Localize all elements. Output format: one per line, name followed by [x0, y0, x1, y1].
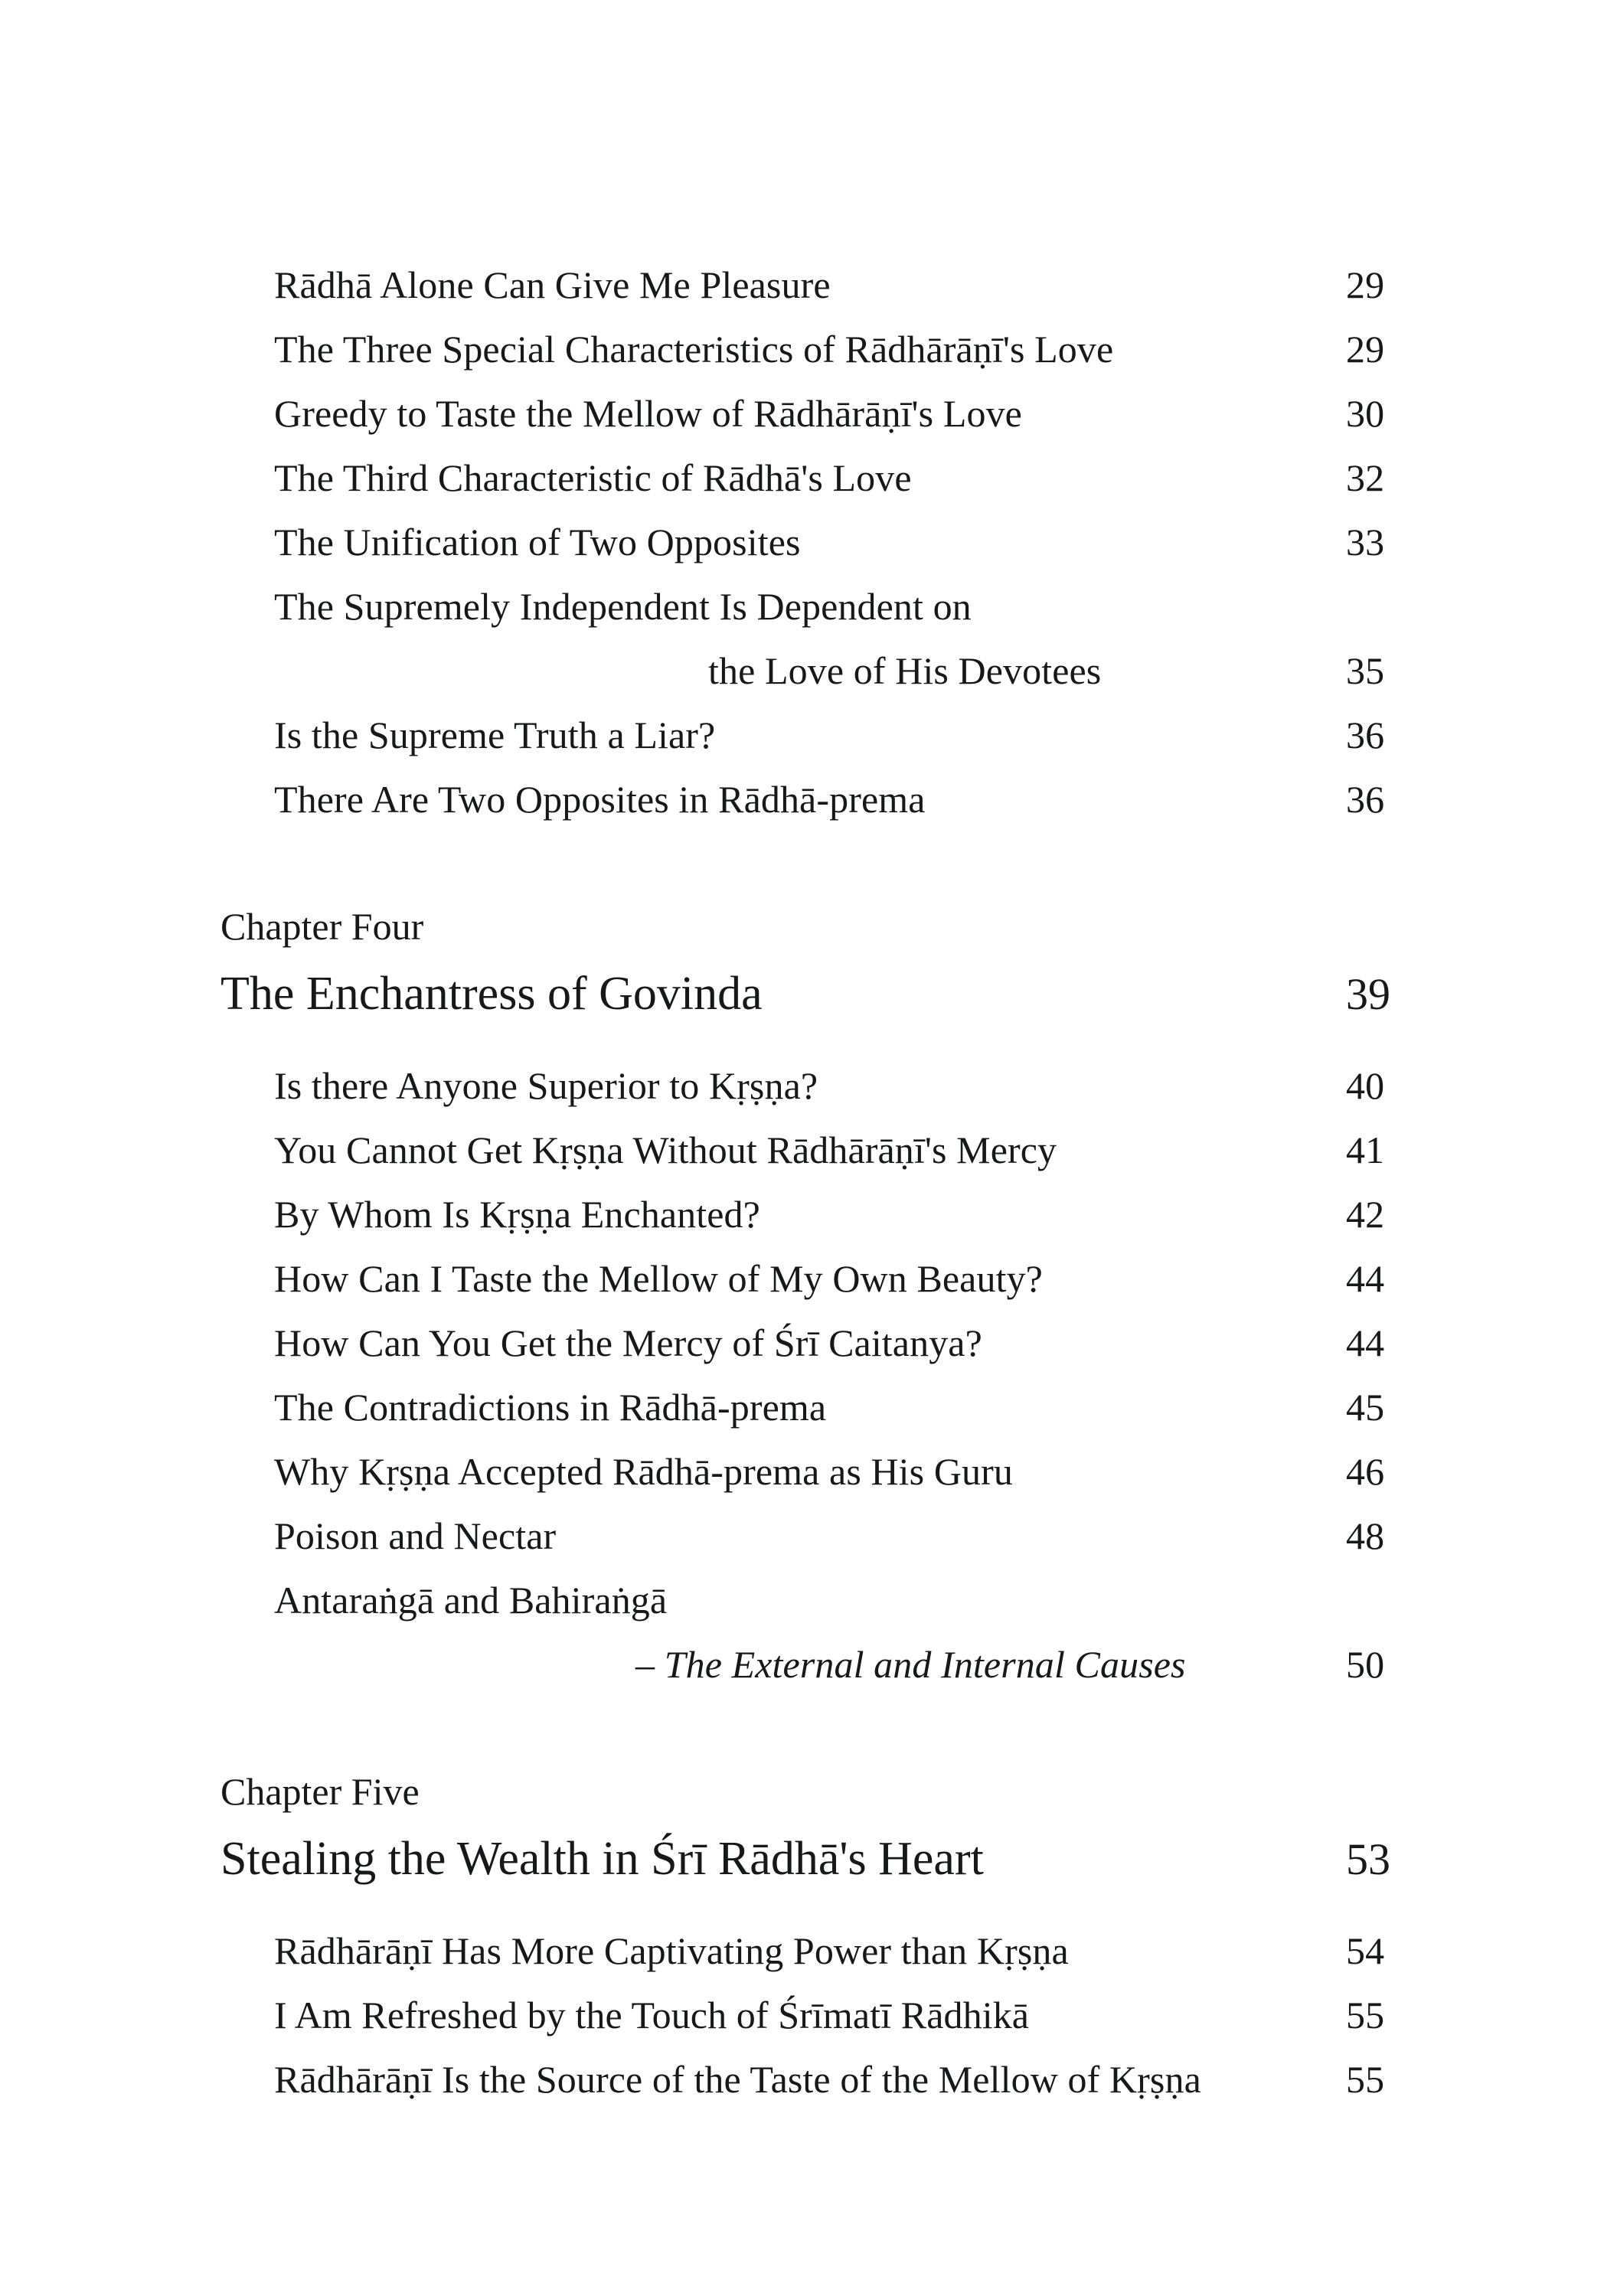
chapter-label	[220, 1759, 1461, 1824]
toc-entry-title: The Unification of Two Opposites	[274, 521, 801, 563]
toc-entry-title: The Contradictions in Rādhā-prema	[274, 1386, 827, 1429]
toc-entry-page: 40	[1346, 1064, 1385, 1107]
toc-entry[interactable]	[220, 1053, 1461, 1118]
chapter-title-text: The Enchantress of Govinda	[220, 968, 763, 1020]
chapter-label-text: Chapter Five	[220, 1770, 420, 1813]
toc-entry[interactable]	[220, 767, 1461, 831]
toc-entry[interactable]	[220, 1118, 1461, 1182]
chapter-label	[220, 894, 1461, 959]
toc-list	[220, 253, 1461, 2111]
heading-gap	[220, 1029, 1461, 1053]
toc-entry[interactable]	[220, 574, 1461, 639]
toc-entry-continuation[interactable]	[220, 639, 1461, 703]
heading-gap	[220, 1894, 1461, 1919]
toc-entry[interactable]	[220, 1246, 1461, 1311]
toc-entry[interactable]	[220, 1375, 1461, 1439]
toc-entry-page: 46	[1346, 1450, 1385, 1493]
toc-entry[interactable]	[220, 381, 1461, 446]
toc-entry-title: Rādhā Alone Can Give Me Pleasure	[274, 263, 831, 306]
toc-entry[interactable]	[220, 1983, 1461, 2047]
toc-entry[interactable]	[220, 2047, 1461, 2111]
toc-entry-title: Rādhārāṇī Is the Source of the Taste of the Mellow of Kṛṣṇa	[274, 2058, 1201, 2101]
toc-entry-page: 55	[1346, 2058, 1385, 2101]
toc-entry[interactable]	[220, 1439, 1461, 1504]
toc-entry-title: The Three Special Characteristics of Rādhārāṇī's Love	[274, 328, 1114, 371]
toc-entry-page: 36	[1346, 778, 1385, 821]
chapter-title-text: Stealing the Wealth in Śrī Rādhā's Heart	[220, 1833, 984, 1885]
toc-entry-continuation[interactable]	[220, 1632, 1461, 1697]
toc-entry[interactable]	[220, 317, 1461, 381]
toc-entry-title: Greedy to Taste the Mellow of Rādhārāṇī's Love	[274, 392, 1022, 435]
toc-entry[interactable]	[220, 446, 1461, 510]
toc-entry-page: 55	[1346, 1994, 1385, 2036]
toc-entry[interactable]	[220, 1182, 1461, 1246]
toc-entry[interactable]	[220, 1311, 1461, 1375]
toc-entry[interactable]	[220, 1504, 1461, 1568]
toc-entry-title: How Can You Get the Mercy of Śrī Caitanya?	[274, 1321, 982, 1364]
toc-entry-page: 33	[1346, 521, 1385, 563]
toc-entry-title: Is there Anyone Superior to Kṛṣṇa?	[274, 1064, 818, 1107]
chapter-page: 53	[1346, 1834, 1390, 1884]
toc-entry-title: Rādhārāṇī Has More Captivating Power than Kṛṣṇa	[274, 1929, 1069, 1972]
chapter-label-text: Chapter Four	[220, 905, 424, 948]
toc-entry-page: 54	[1346, 1929, 1385, 1972]
toc-entry-title: The Third Characteristic of Rādhā's Love	[274, 456, 912, 499]
toc-entry-page: 50	[1346, 1643, 1385, 1686]
toc-entry-title: By Whom Is Kṛṣṇa Enchanted?	[274, 1193, 760, 1236]
toc-entry-page: 44	[1346, 1257, 1385, 1300]
toc-entry-title: How Can I Taste the Mellow of My Own Beauty?	[274, 1257, 1043, 1300]
toc-entry-title: – The External and Internal Causes	[635, 1643, 1186, 1686]
toc-entry[interactable]	[220, 510, 1461, 574]
toc-entry-page: 35	[1346, 649, 1385, 692]
toc-entry-title: the Love of His Devotees	[708, 649, 1102, 692]
toc-entry-title: Poison and Nectar	[274, 1514, 557, 1557]
chapter-heading[interactable]	[220, 959, 1461, 1029]
toc-entry-page: 44	[1346, 1321, 1385, 1364]
toc-entry-title: Antaraṅgā and Bahiraṅgā	[274, 1579, 668, 1622]
chapter-page: 39	[1346, 969, 1390, 1019]
toc-entry[interactable]	[220, 703, 1461, 767]
toc-entry-title: The Supremely Independent Is Dependent on	[274, 585, 972, 628]
toc-entry-title: You Cannot Get Kṛṣṇa Without Rādhārāṇī's Mercy	[274, 1128, 1057, 1171]
toc-entry[interactable]	[220, 1919, 1461, 1983]
toc-entry[interactable]	[220, 1568, 1461, 1632]
toc-entry-title: I Am Refreshed by the Touch of Śrīmatī Rādhikā	[274, 1994, 1030, 2036]
toc-entry-page: 45	[1346, 1386, 1385, 1429]
section-gap	[220, 831, 1461, 894]
toc-entry-page: 29	[1346, 263, 1385, 306]
toc-entry-title: Why Kṛṣṇa Accepted Rādhā-prema as His Guru	[274, 1450, 1013, 1493]
toc-entry-page: 30	[1346, 392, 1385, 435]
toc-entry-title: Is the Supreme Truth a Liar?	[274, 714, 716, 756]
toc-entry-page: 29	[1346, 328, 1385, 371]
toc-entry-title: There Are Two Opposites in Rādhā-prema	[274, 778, 926, 821]
toc-entry-page: 48	[1346, 1514, 1385, 1557]
toc-entry-page: 32	[1346, 456, 1385, 499]
section-gap	[220, 1697, 1461, 1759]
toc-entry[interactable]	[220, 253, 1461, 317]
chapter-heading[interactable]	[220, 1824, 1461, 1894]
toc-entry-page: 36	[1346, 714, 1385, 756]
toc-entry-page: 41	[1346, 1128, 1385, 1171]
toc-entry-page: 42	[1346, 1193, 1385, 1236]
